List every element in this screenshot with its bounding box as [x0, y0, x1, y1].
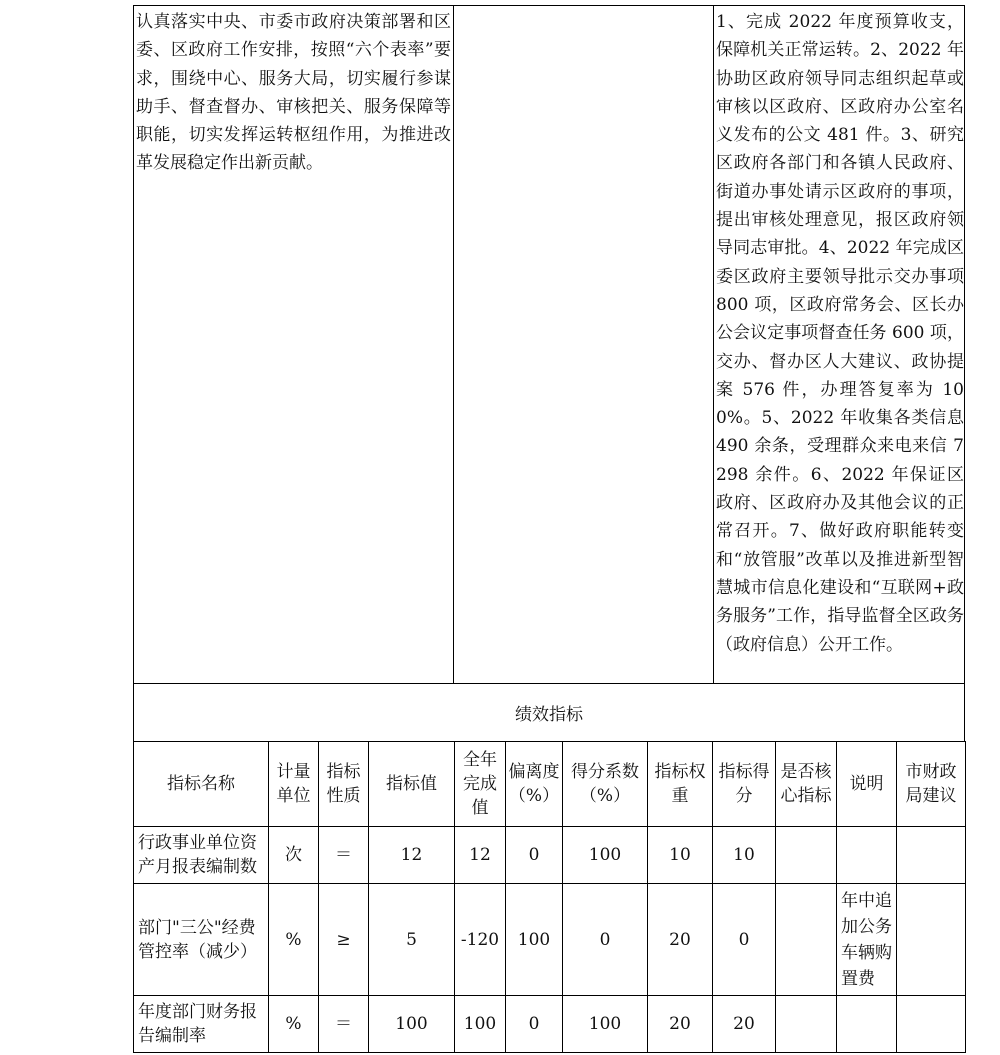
annual-goal-cell	[134, 6, 454, 683]
completion-text: 1、完成 2022 年度预算收支，保障机关正常运转。2、2022 年协助区政府领导同志组织起草或审核以区政府、区政府办公室名义发布的公文 481 件。3、研究区政府各部门和各镇人民政府、街道办事处请示区政府的事项，提出审核处理意见，报区政府领导同志审批。4、2022 年完成区委区政府主要领导批示交办事项 800 项，区政府常务会、区长办公会议定事项督查任务 600 项，交办、督办区人大建议、政协提案 576 件，办理答复率为 100%。5、2022 年收集各类信息 490 余条，受理群众来电来信 7298 余件。6、2022 年保证区政府、区政府办及其他会议的正常召开。7、做好政府职能转变和“放管服”改革以及推进新型智慧城市信息化建设和“互联网+政务服务”工作，指导监督全区政务（政府信息）公开工作。	[716, 12, 964, 655]
indicator-name: 部门"三公"经费管控率（减少）	[134, 884, 269, 996]
weight-cell: 10	[648, 827, 713, 884]
header-cell: 说明	[837, 742, 897, 827]
nature-cell: ＝	[319, 996, 369, 1053]
header-cell: 指标性质	[319, 742, 369, 827]
coef-cell: 100	[563, 827, 648, 884]
deviation-cell: 0	[506, 827, 563, 884]
header-cell: 指标权重	[648, 742, 713, 827]
target-cell: 5	[369, 884, 455, 996]
indicator-name: 年度部门财务报告编制率	[134, 996, 269, 1053]
core-cell	[776, 996, 837, 1053]
coef-cell: 100	[563, 996, 648, 1053]
header-cell: 是否核心指标	[776, 742, 837, 827]
unit-cell: 次	[269, 827, 319, 884]
goals-row	[133, 5, 965, 683]
header-cell: 指标名称	[134, 742, 269, 827]
actual-cell: -120	[455, 884, 506, 996]
actual-cell: 12	[455, 827, 506, 884]
weight-cell: 20	[648, 884, 713, 996]
middle-text	[454, 6, 713, 8]
performance-table	[133, 5, 965, 1053]
target-cell: 100	[369, 996, 455, 1053]
header-cell: 得分系数（%）	[563, 742, 648, 827]
unit-cell: %	[269, 996, 319, 1053]
indicator-name: 行政事业单位资产月报表编制数	[134, 827, 269, 884]
table-row	[134, 884, 966, 996]
advice-cell	[897, 996, 966, 1053]
note-cell	[837, 996, 897, 1053]
score-cell: 20	[713, 996, 776, 1053]
indicator-table	[133, 741, 966, 1053]
header-cell: 偏离度（%）	[506, 742, 563, 827]
score-cell: 0	[713, 884, 776, 996]
deviation-cell: 0	[506, 996, 563, 1053]
deviation-cell: 100	[506, 884, 563, 996]
header-row	[134, 742, 966, 827]
table-row	[134, 827, 966, 884]
middle-empty-cell	[454, 6, 714, 683]
header-cell: 市财政局建议	[897, 742, 966, 827]
nature-cell: ＝	[319, 827, 369, 884]
section-title: 绩效指标	[133, 683, 965, 741]
weight-cell: 20	[648, 996, 713, 1053]
score-cell: 10	[713, 827, 776, 884]
header-cell: 计量单位	[269, 742, 319, 827]
nature-cell: ≥	[319, 884, 369, 996]
coef-cell: 0	[563, 884, 648, 996]
core-cell	[776, 884, 837, 996]
annual-goal-text: 认真落实中央、市委市政府决策部署和区委、区政府工作安排，按照“六个表率”要求，围绕中心、服务大局，切实履行参谋助手、督查督办、审核把关、服务保障等职能，切实发挥运转枢纽作用，为推进改革发展稳定作出新贡献。	[136, 12, 451, 174]
target-cell: 12	[369, 827, 455, 884]
note-cell	[837, 827, 897, 884]
completion-cell	[714, 6, 966, 683]
header-cell: 指标值	[369, 742, 455, 827]
table-row	[134, 996, 966, 1053]
core-cell	[776, 827, 837, 884]
advice-cell	[897, 884, 966, 996]
header-cell: 指标得分	[713, 742, 776, 827]
note-cell: 年中追加公务车辆购置费	[837, 884, 897, 996]
advice-cell	[897, 827, 966, 884]
actual-cell: 100	[455, 996, 506, 1053]
unit-cell: %	[269, 884, 319, 996]
header-cell: 全年完成值	[455, 742, 506, 827]
